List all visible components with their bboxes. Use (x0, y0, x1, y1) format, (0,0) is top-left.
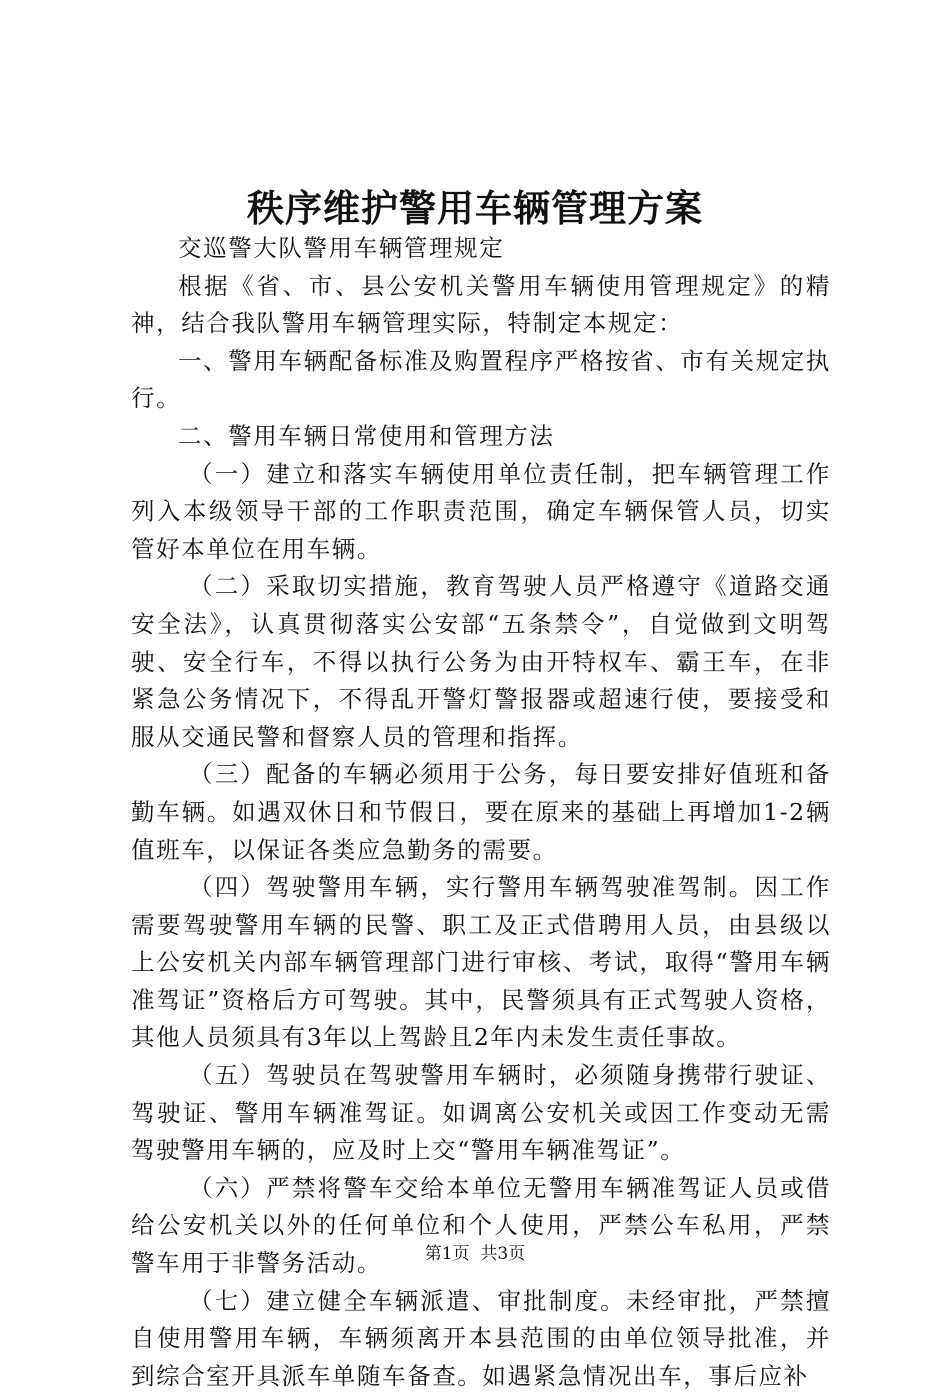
paragraph-item-7: （七）建立健全车辆派遣、审批制度。未经审批，严禁擅自使用警用车辆，车辆须离开本县范围的由单位领导批准，并到综合室开具派车单随车备查。如遇紧急情况出车，事后应补 (131, 1286, 831, 1390)
paragraph-section-2: 二、警用车辆日常使用和管理方法 (178, 421, 555, 450)
paragraph-heading: 交巡警大队警用车辆管理规定 (178, 234, 505, 262)
document-body (131, 230, 831, 1395)
paragraph-item-6: （六）严禁将警车交给本单位无警用车辆准驾证人员或借给公安机关以外的任何单位和个人使用，严禁公车私用，严禁警车用于非警务活动。 (131, 1173, 831, 1278)
paragraph-item-4: （四）驾驶警用车辆，实行警用车辆驾驶准驾制。因工作需要驾驶警用车辆的民警、职工及正式借聘用人员，由县级以上公安机关内部车辆管理部门进行审核、考试，取得“警用车辆准驾证”资格后方可驾驶。其中，民警须具有正式驾驶人资格，其他人员须具有3年以上驾龄且2年内未发生责任事故。 (131, 873, 831, 1052)
paragraph-item-1: （一）建立和落实车辆使用单位责任制，把车辆管理工作列入本级领导干部的工作职责范围，确定车辆保管人员，切实管好本单位在用车辆。 (131, 459, 831, 563)
document-title: 秩序维护警用车辆管理方案 (247, 186, 703, 230)
page-number: 第1页 共3页 (424, 1244, 526, 1264)
paragraph-item-5: （五）驾驶员在驾驶警用车辆时，必须随身携带行驶证、驾驶证、警用车辆准驾证。如调离公安机关或因工作变动无需驾驶警用车辆的，应及时上交“警用车辆准驾证”。 (131, 1061, 831, 1165)
paragraph-section-1: 一、警用车辆配备标准及购置程序严格按省、市有关规定执行。 (131, 346, 831, 413)
paragraph-item-3: （三）配备的车辆必须用于公务，每日要安排好值班和备勤车辆。如遇双休日和节假日，要在原来的基础上再增加1-2辆值班车，以保证各类应急勤务的需要。 (131, 760, 831, 864)
page-footer (0, 1243, 950, 1265)
paragraph-preamble: 根据《省、市、县公安机关警用车辆使用管理规定》的精神，结合我队警用车辆管理实际，特制定本规定： (131, 271, 831, 338)
paragraph-item-2: （二）采取切实措施，教育驾驶人员严格遵守《道路交通安全法》，认真贯彻落实公安部“五条禁令”，自觉做到文明驾驶、安全行车，不得以执行公务为由开特权车、霸王车，在非紧急公务情况下，不得乱开警灯警报器或超速行使，要接受和服从交通民警和督察人员的管理和指挥。 (131, 572, 831, 751)
